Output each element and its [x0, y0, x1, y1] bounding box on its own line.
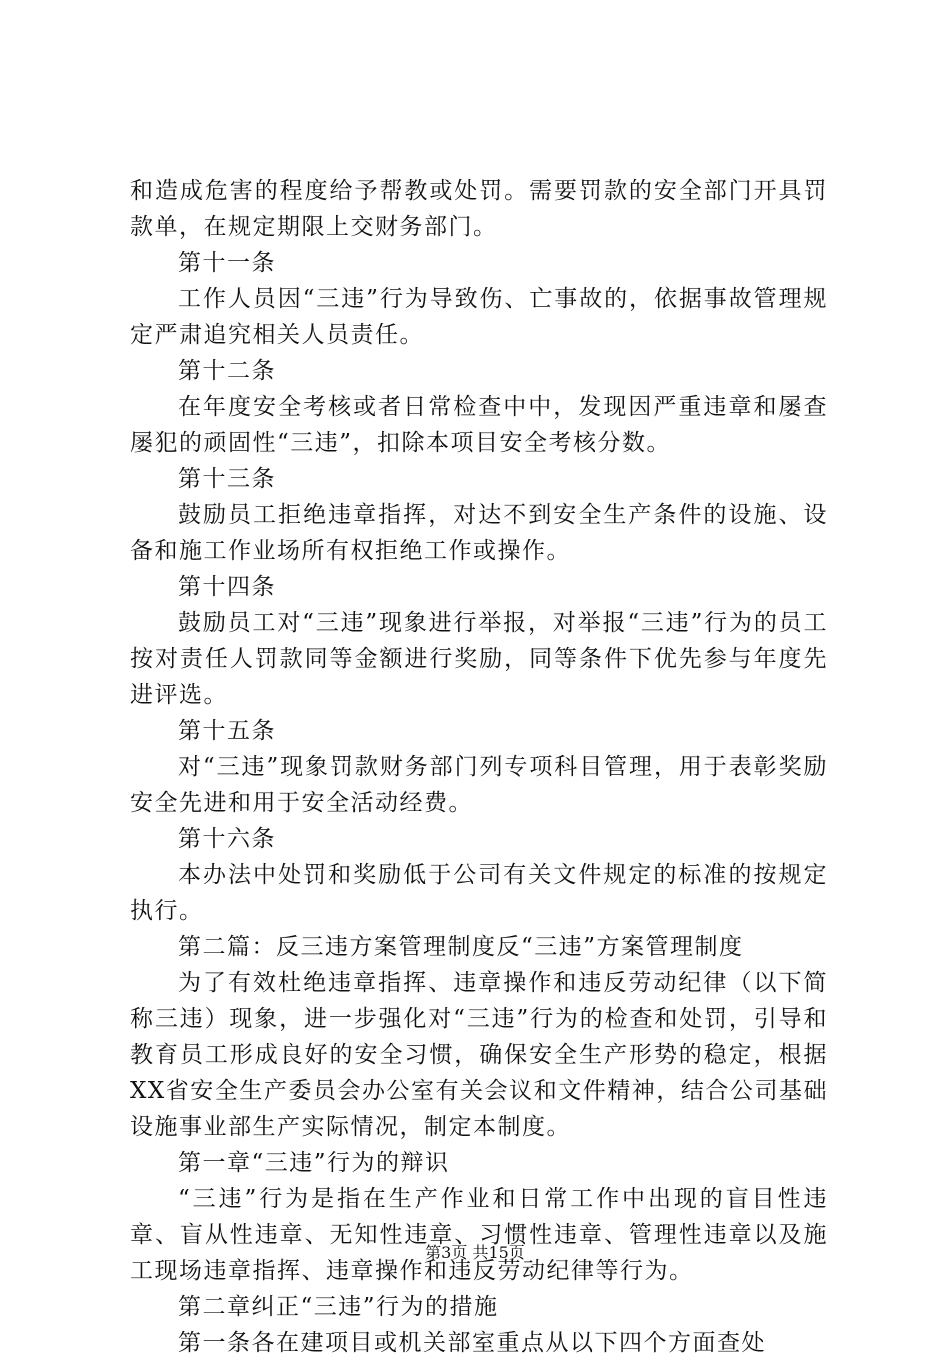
paragraph: 第一章“三违”行为的辩识 [178, 1150, 450, 1176]
document-body [130, 173, 828, 1361]
paragraph: 对“三违”现象罚款财务部门列专项科目管理，用于表彰奖励安全先进和用于安全活动经费。 [130, 754, 828, 816]
paragraph: 第一条各在建项目或机关部室重点从以下四个方面查处 [178, 1330, 766, 1356]
paragraph: 第二篇：反三违方案管理制度反“三违”方案管理制度 [178, 934, 744, 960]
paragraph: 第十六条 [178, 826, 276, 852]
paragraph: “三违”行为是指在生产作业和日常工作中出现的盲目性违章、盲从性违章、无知性违章、习惯性违章、管理性违章以及施工现场违章指挥、违章操作和违反劳动纪律等行为。 [130, 1186, 828, 1284]
paragraph: 第十二条 [178, 358, 276, 384]
paragraph: 第二章纠正“三违”行为的措施 [178, 1294, 499, 1320]
paragraph: 第十三条 [178, 466, 276, 492]
paragraph: 为了有效杜绝违章指挥、违章操作和违反劳动纪律（以下简称三违）现象，进一步强化对“三违”行为的检查和处罚，引导和教育员工形成良好的安全习惯，确保安全生产形势的稳定，根据XX省安全生产委员会办公室有关会议和文件精神，结合公司基础设施事业部生产实际情况，制定本制度。 [130, 970, 828, 1140]
paragraph: 在年度安全考核或者日常检查中中，发现因严重违章和屡查屡犯的顽固性“三违”，扣除本项目安全考核分数。 [130, 394, 828, 456]
paragraph: 第十一条 [178, 250, 276, 276]
page-footer: 第3页 共15页 [425, 1243, 525, 1262]
paragraph: 鼓励员工对“三违”现象进行举报，对举报“三违”行为的员工按对责任人罚款同等金额进行奖励，同等条件下优先参与年度先进评选。 [130, 610, 828, 708]
paragraph: 本办法中处罚和奖励低于公司有关文件规定的标准的按规定执行。 [130, 862, 828, 924]
paragraph: 第十五条 [178, 718, 276, 744]
paragraph: 工作人员因“三违”行为导致伤、亡事故的，依据事故管理规定严肃追究相关人员责任。 [130, 286, 828, 348]
paragraph: 和造成危害的程度给予帮教或处罚。需要罚款的安全部门开具罚款单，在规定期限上交财务部门。 [130, 178, 828, 240]
paragraph: 鼓励员工拒绝违章指挥，对达不到安全生产条件的设施、设备和施工作业场所有权拒绝工作或操作。 [130, 502, 828, 564]
paragraph: 第十四条 [178, 574, 276, 600]
